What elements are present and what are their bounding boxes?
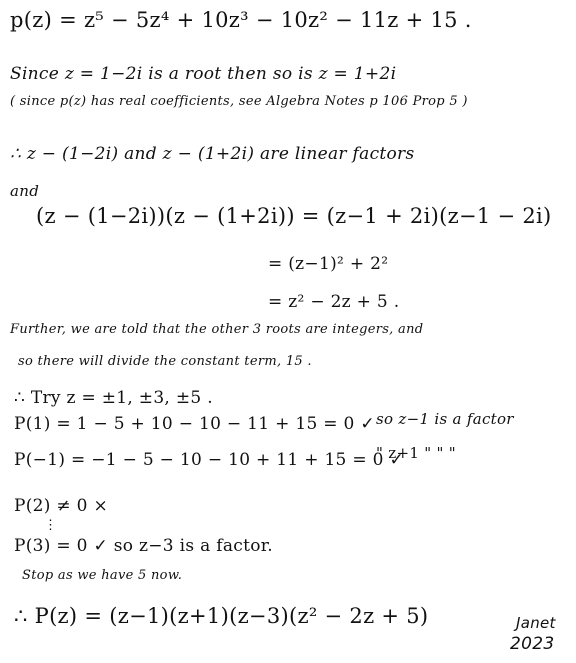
real-coefficients-note: ( since p(z) has real coefficients, see Algebra Notes p 106 Prop 5 ) bbox=[10, 94, 468, 109]
try-values-line: ∴ Try z = ±1, ±3, ±5 . bbox=[14, 388, 213, 408]
integer-roots-note: Further, we are told that the other 3 roots are integers, and bbox=[10, 322, 424, 337]
signature-year: 2023 bbox=[510, 634, 555, 654]
stop-note: Stop as we have 5 now. bbox=[22, 568, 183, 583]
and-word: and bbox=[10, 182, 40, 200]
signature-name: Janet bbox=[516, 614, 556, 632]
divide-constant-note: so there will divide the constant term, 15 . bbox=[18, 354, 312, 369]
product-expansion: (z − (1−2i))(z − (1+2i)) = (z−1 + 2i)(z−1 − 2i) bbox=[36, 204, 552, 228]
final-factorisation: ∴ P(z) = (z−1)(z+1)(z−3)(z² − 2z + 5) bbox=[14, 604, 429, 628]
product-step-two: = (z−1)² + 2² bbox=[268, 254, 389, 274]
root-statement: Since z = 1−2i is a root then so is z = 1+2i bbox=[10, 64, 397, 84]
factor-note-two: " z+1 " " " bbox=[376, 444, 456, 462]
linear-factors-line: ∴ z − (1−2i) and z − (1+2i) are linear factors bbox=[10, 144, 415, 164]
p-of-three: P(3) = 0 ✓ so z−3 is a factor. bbox=[14, 536, 274, 556]
p-of-two: P(2) ≠ 0 × bbox=[14, 496, 109, 516]
polynomial-definition: p(z) = z⁵ − 5z⁴ + 10z³ − 10z² − 11z + 15 . bbox=[10, 8, 472, 32]
factor-note-one: so z−1 is a factor bbox=[376, 410, 514, 428]
quadratic-factor: = z² − 2z + 5 . bbox=[268, 292, 400, 312]
p-of-minus-one: P(−1) = −1 − 5 − 10 − 10 + 11 + 15 = 0 ✓ bbox=[14, 450, 404, 470]
p-of-one: P(1) = 1 − 5 + 10 − 10 − 11 + 15 = 0 ✓ bbox=[14, 414, 375, 434]
ellipsis-dots: ⋮ bbox=[44, 518, 58, 533]
